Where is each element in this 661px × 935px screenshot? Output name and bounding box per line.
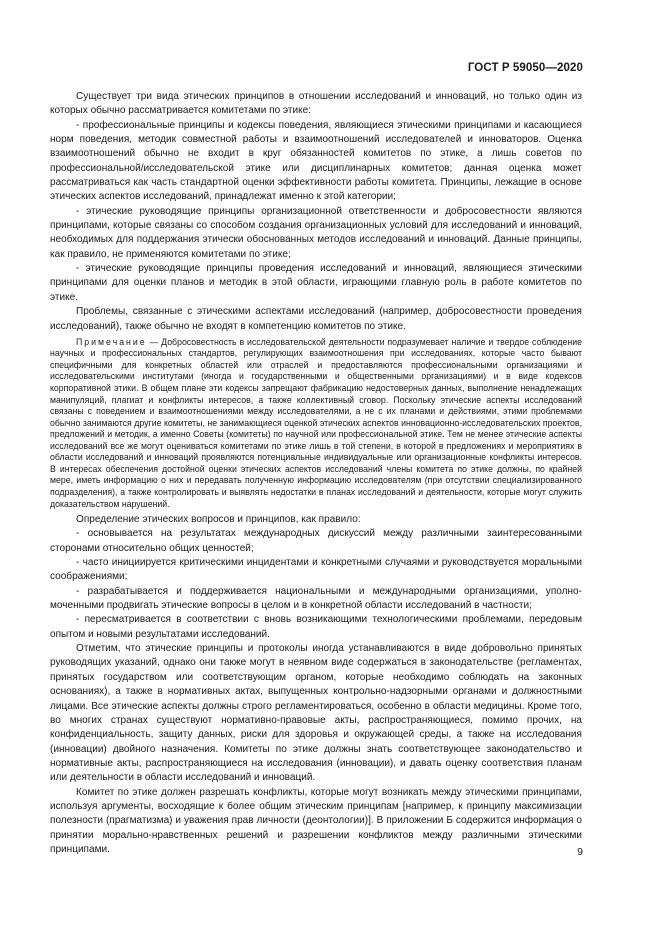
list-item-organizations: - разрабатывается и поддерживается национальными и международными организациями, уполномоченными продвигать этические вопросы в целом и в конкретной области исследований в частности; xyxy=(50,585,582,612)
list-item-revision: - пересматривается в соответствии с вновь возникающими технологическими проблемами, передовым опытом и новыми результатами исследований. xyxy=(50,614,582,640)
list-item-organizational-principles: - этические руководящие принципы организационной ответственности и добросовестности являются принципами, которые связаны со способом создания организационных условий для исследований и инноваций, необходимых для поддержания этически обоснованных методов исследований и инноваций. Данные принципы, как правило, не применяются комитетами по этике; xyxy=(50,205,582,260)
paragraph-legislation: Отметим, что этические принципы и протоколы иногда устанавливаются в виде добровольно принятых руководящих указаний, однако они также могут в неявном виде содержаться в законодательстве (регламентах, принятых государством или соответствующим органом, которые необходимо соблюдать на законных основаниях), а также в нормативных актах, выпущенных контрольно-надзорными органами и должностными лицами. Все этические аспекты должны строго регламентироваться, особенно в области медицины. Кроме того, во многих странах существуют нормативно-правовые акты, распространяющиеся, помимо прочих, на конфиденциальность, защиту данных, риски для здоровья и окружающей среды, а также на исследования (инновации) двойного назначения. Комитеты по этике должны знать соответствующее законодательство и нормативные акты, распространяющиеся на исследования (инновации), и давать оценку соответствия планам или деятельности в области исследований и инноваций. xyxy=(50,643,582,784)
paragraph-definition: Определение этических вопросов и принципов, как правило: xyxy=(76,514,361,526)
document-standard-number: ГОСТ Р 59050—2020 xyxy=(467,62,583,74)
note-dash: — xyxy=(146,336,162,347)
page-number: 9 xyxy=(577,846,583,858)
list-item-professional-principles: - профессиональные принципы и кодексы поведения, являющиеся этическими принципами и касающиеся норм поведения, методик совместной работы и взаимоотношений исследователей и инноваторов. Оценка взаимоотношений обычно не входит в круг обязанностей комитетов по этике, а лишь советов по профессиональной/исследовательской этике или дисциплинарных комитетов; данная оценка может рассматриваться как часть стандартной оценки эффективности работы комитета. Принципы, лежащие в основе этических аспектов исследований, принадлежат именно к этой категории; xyxy=(50,119,582,203)
paragraph-intro: Существует три вида этических принципов в отношении исследований и инноваций, но только один из которых обычно рассматривается комитетами по этике: xyxy=(50,91,582,117)
page-body xyxy=(50,90,582,857)
paragraph-problems: Проблемы, связанные с этическими аспектами исследований (например, добросовестности проведения исследований), также обычно не входят в компетенцию комитетов по этике. xyxy=(50,306,582,332)
list-item-critical-incidents: - часто инициируется критическими инцидентами и конкретными случаями и руководствуется моральными соображениями; xyxy=(50,557,582,583)
note-text: Добросовестность в исследовательской деятельности подразумевает наличие и твердое соблюдение научных и профессиональных стандартов, регулирующих взаимоотношения при исследованиях, которые часто бывают специфичными для конкретных областей или отраслей и предоставляются профессиональными организациями и исследовательскими институтами (иногда и государственными и общественными организациями) и в виде кодексов корпоративной этики. В общем плане эти кодексы запрещают фабрикацию недостоверных данных, выполнение ненадлежащих манипуляций, плагиат и конфликты интересов, а также коллективный сговор. Поскольку этические аспекты исследований связаны с поведением и взаимоотношениями между исследователями, а не с их планами и действиями, этими проблемами обычно занимаются другие комитеты, не занимающиеся оценкой этических аспектов инновационно-исследовательских проектов, предложений и методик, а именно Советы (комитеты) по научной или профессиональной этике. Тем не менее этические аспекты исследований все же могут оцениваться комитетами по этике лишь в той степени, в которой в предложениях и мероприятиях в области исследований и инноваций проявляются потенциальные индивидуальные или организационные конфликты интересов. В интересах обеспечения достойной оценки этических аспектов исследований члены комитета по этике должны, по крайней мере, иметь информацию о них и передавать полученную информацию исследователям (при отсутствии специализированного подразделения), а также контролировать и выявлять недостатки в планах исследований и деятельности, которые могут служить доказательством нарушений. xyxy=(50,336,582,509)
list-item-international-discussions: - основывается на результатах международных дискуссий между различными заинтересованными сторонами относительно общих ценностей; xyxy=(50,528,582,554)
note-block xyxy=(50,337,582,510)
note-label: Примечание xyxy=(76,336,147,347)
paragraph-conflicts: Комитет по этике должен разрешать конфликты, которые могут возникать между этическими принципами, используя аргументы, восходящие к более общим этическим принципам [например, к принципу максимизации полезности (прагматизма) и уважения прав личности (деонтологии)]. В приложении Б содержится информация о принятии морально-нравственных решений и разрешении конфликтов между различными этическими принципами. xyxy=(50,786,582,855)
list-item-research-principles: - этические руководящие принципы проведения исследований и инноваций, являющиеся этическими принципами для оценки планов и методик в этой области, играющими главную роль в работе комитетов по этике. xyxy=(50,263,582,303)
